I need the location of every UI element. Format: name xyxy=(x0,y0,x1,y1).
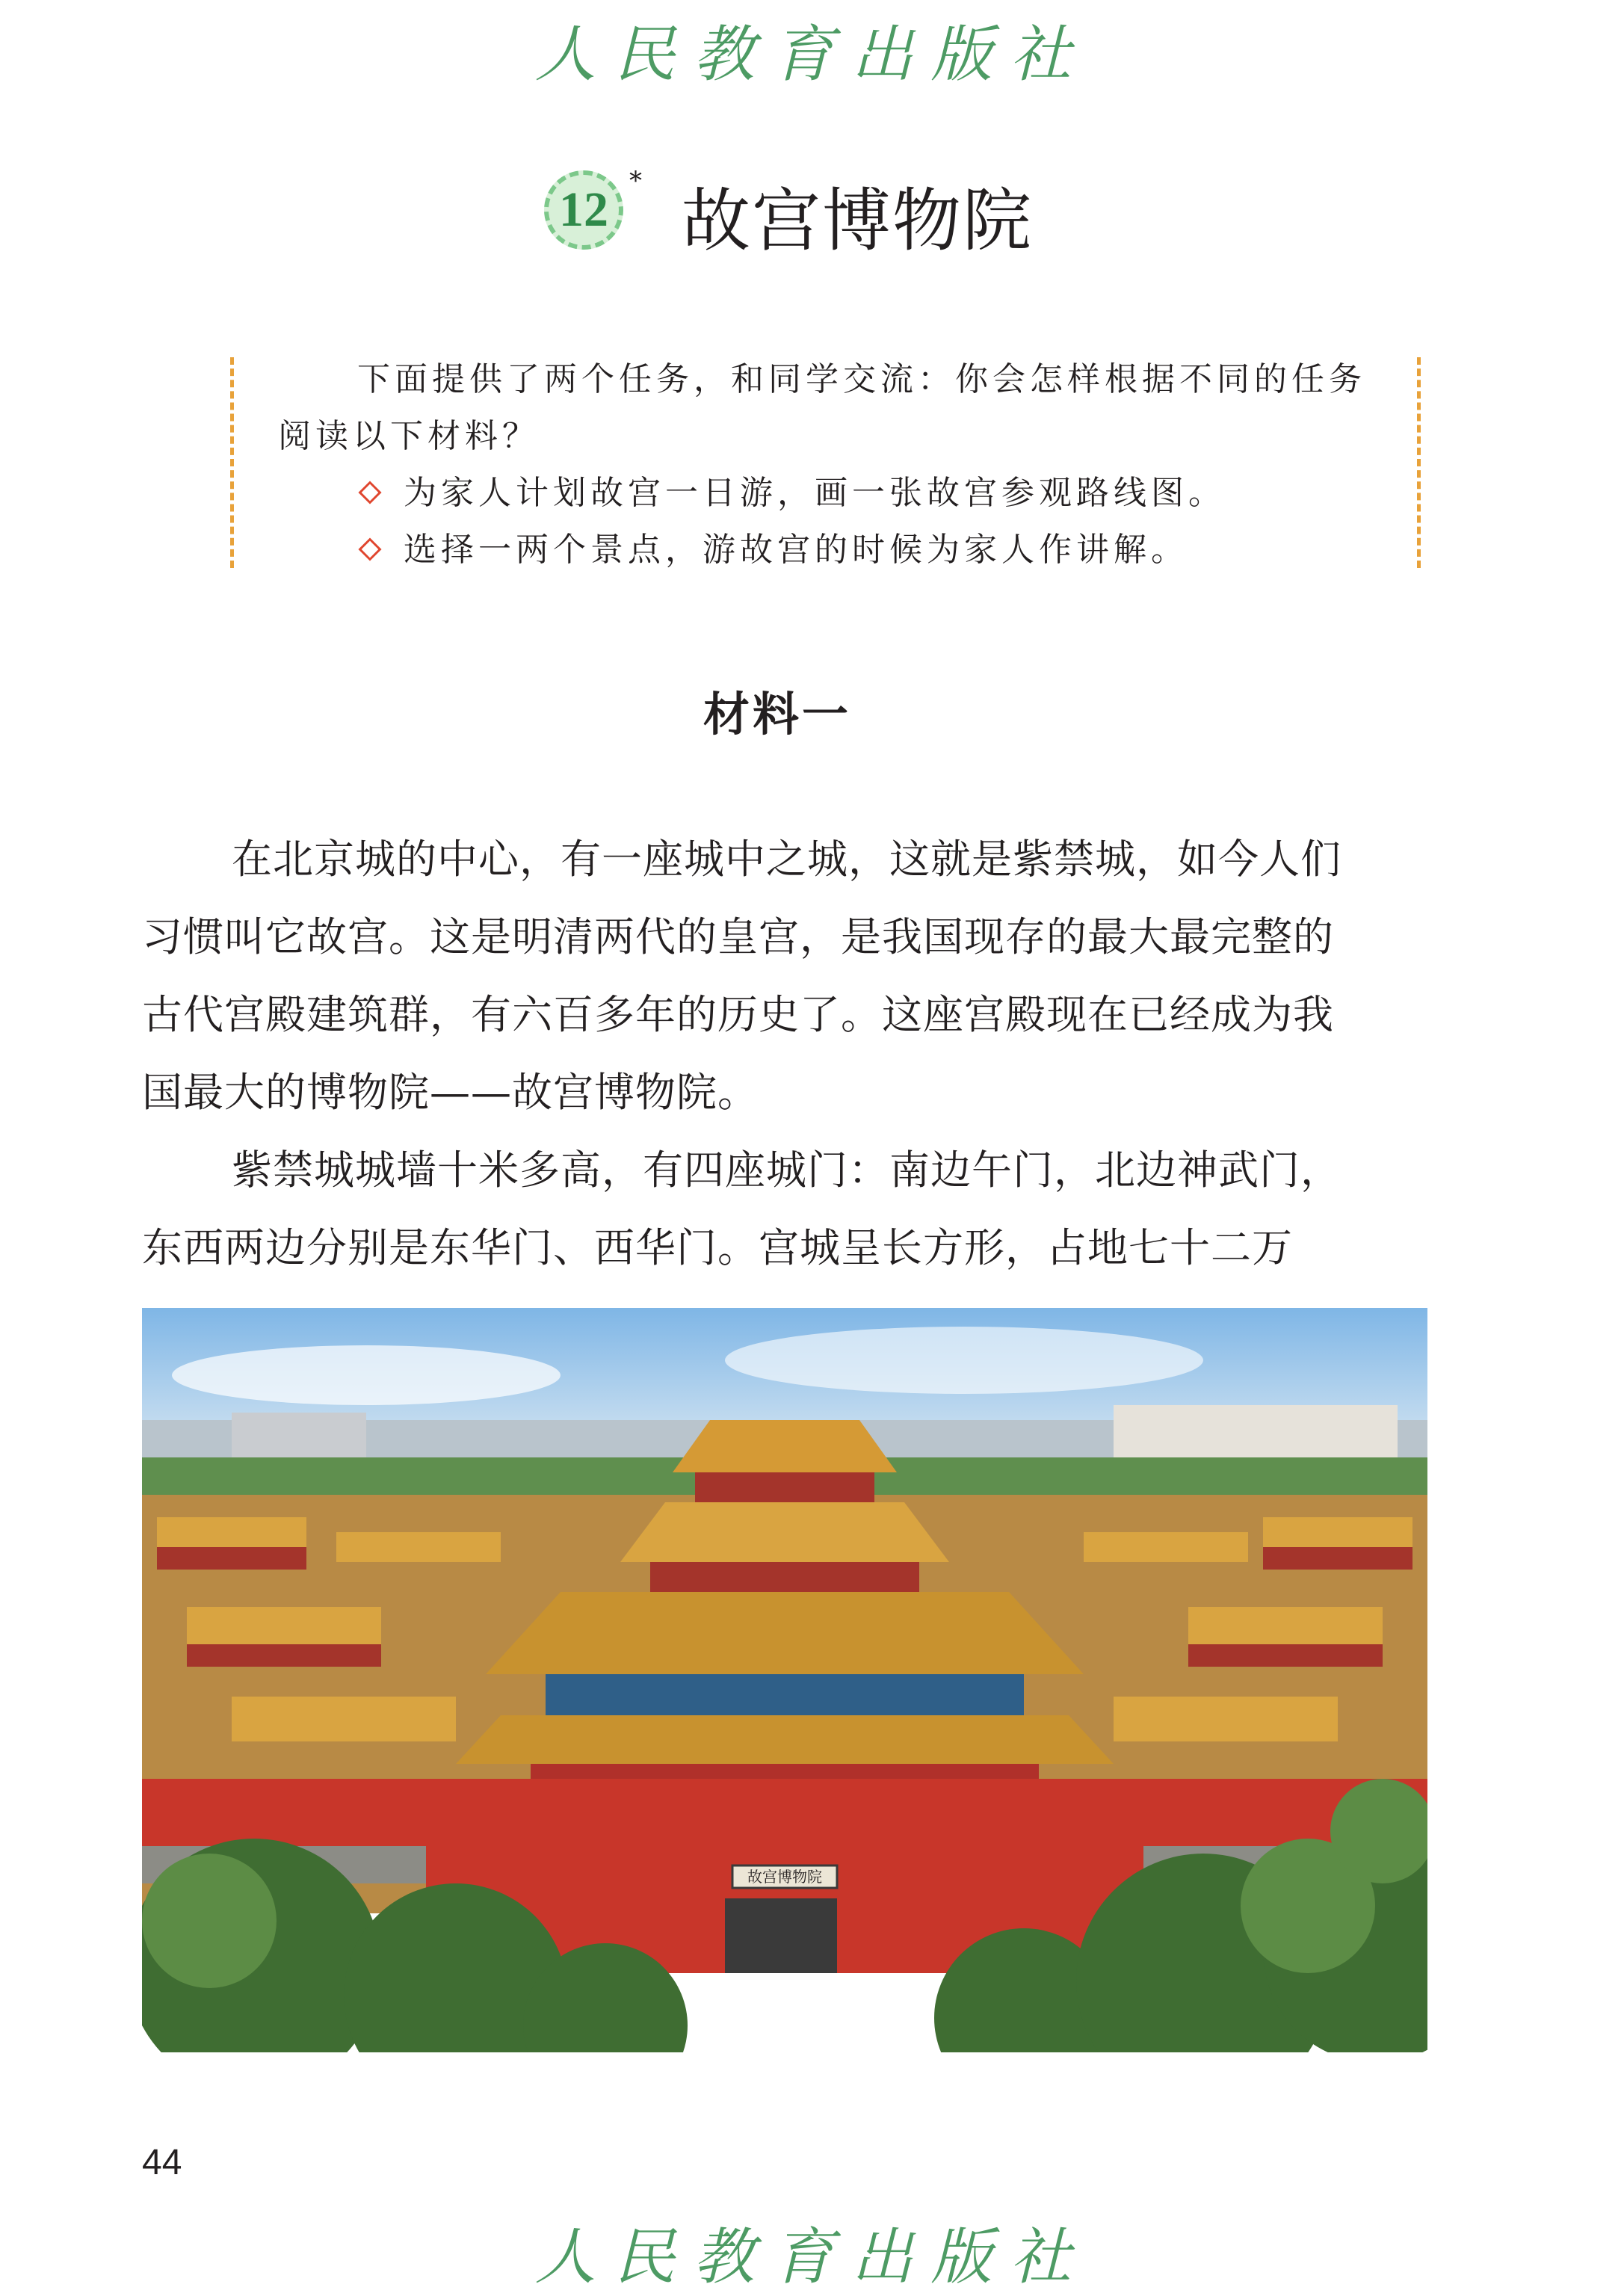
task-intro-line-2: 阅读以下材料？ xyxy=(278,417,540,455)
body-paragraph-1 xyxy=(142,821,1427,1132)
paragraph-line: 国最大的博物院——故宫博物院。 xyxy=(142,1069,759,1116)
body-paragraph-2 xyxy=(142,1132,1427,1287)
lesson-title: 故宫博物院 xyxy=(682,181,1034,261)
lesson-optional-marker: * xyxy=(629,166,642,196)
paragraph-line: 习惯叫它故宫。这是明清两代的皇宫，是我国现存的最大最完整的 xyxy=(142,913,1334,960)
paragraph-line: 古代宫殿建筑群，有六百多年的历史了。这座宫殿现在已经成为我 xyxy=(142,991,1334,1038)
task-box-left-border xyxy=(230,357,234,568)
paragraph-line: 东西两边分别是东华门、西华门。宫城呈长方形，占地七十二万 xyxy=(142,1224,1293,1271)
paragraph-line: 紫禁城城墙十米多高，有四座城门：南边午门，北边神武门， xyxy=(232,1147,1342,1194)
page-number: 44 xyxy=(142,2143,182,2182)
diamond-bullet-icon xyxy=(358,481,381,504)
task-item xyxy=(357,465,1226,522)
forbidden-city-photo xyxy=(142,1308,1427,2052)
publisher-logo-bottom: 人民教育出版社 xyxy=(534,2222,1090,2293)
lesson-number-badge: 12 xyxy=(544,170,623,250)
task-item-text: 为家人计划故宫一日游，画一张故宫参观路线图。 xyxy=(404,474,1226,512)
section-heading: 材料一 xyxy=(703,687,851,741)
task-item-text: 选择一两个景点，游故宫的时候为家人作讲解。 xyxy=(404,531,1188,569)
task-item xyxy=(357,522,1188,578)
gate-plaque-text: 故宫博物院 xyxy=(747,1868,822,1886)
diamond-bullet-icon xyxy=(358,537,381,561)
task-intro-line-1: 下面提供了两个任务，和同学交流：你会怎样根据不同的任务 xyxy=(357,360,1366,398)
publisher-logo-top: 人民教育出版社 xyxy=(534,19,1090,90)
paragraph-line: 在北京城的中心，有一座城中之城，这就是紫禁城，如今人们 xyxy=(232,836,1342,883)
